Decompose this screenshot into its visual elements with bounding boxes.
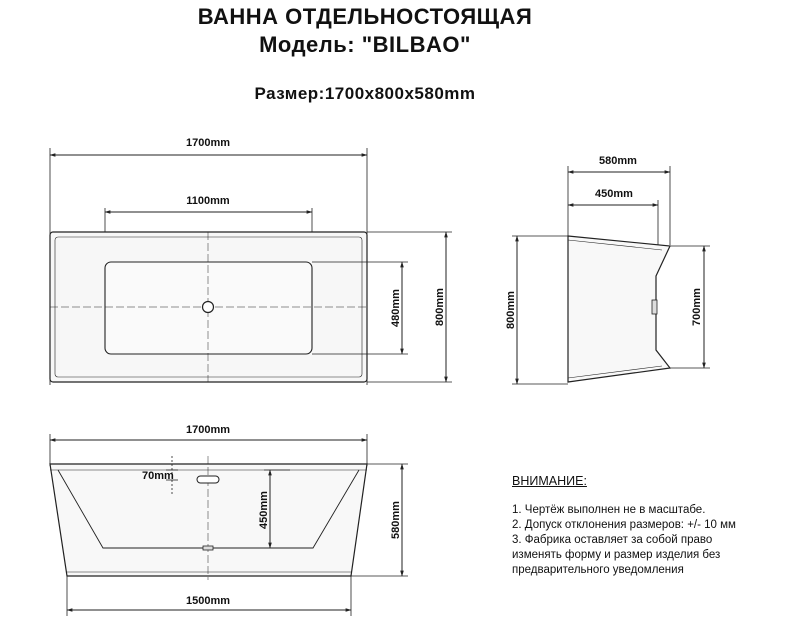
size-line: Размер:1700х800х580mm [254,84,476,103]
label-top-800: 800mm [434,288,446,326]
label-front-1700: 1700mm [185,424,231,436]
label-top-480: 480mm [390,289,402,327]
notes-block [512,474,736,578]
label-top-1100: 1100mm [186,195,230,207]
title-line-2: Модель: "BILBAO" [259,32,471,57]
label-side-450: 450mm [595,188,633,200]
front-view [50,434,408,616]
title-line-1: ВАННА ОТДЕЛЬНОСТОЯЩАЯ [197,4,533,29]
notes-heading: ВНИМАНИЕ: [512,474,587,488]
overflow-icon [652,300,657,314]
label-front-1500: 1500mm [185,595,231,607]
overflow-icon [197,476,219,483]
label-side-800: 800mm [505,291,517,329]
top-view [50,148,452,385]
drain-icon [203,546,213,550]
label-front-580: 580mm [390,501,402,539]
note-item: изменять форму и размер изделия без [512,549,721,561]
label-front-450: 450mm [258,491,270,529]
label-side-700: 700mm [691,288,703,326]
note-item: 3. Фабрика оставляет за собой право [512,534,713,546]
drain-icon [203,302,214,313]
note-item: 2. Допуск отклонения размеров: +/- 10 мм [512,519,736,531]
label-side-580: 580mm [599,155,637,167]
note-item: 1. Чертёж выполнен не в масштабе. [512,504,706,516]
label-top-1700: 1700mm [185,137,231,149]
note-item: предварительного уведомления [512,564,684,576]
label-front-70: 70mm [142,470,174,482]
